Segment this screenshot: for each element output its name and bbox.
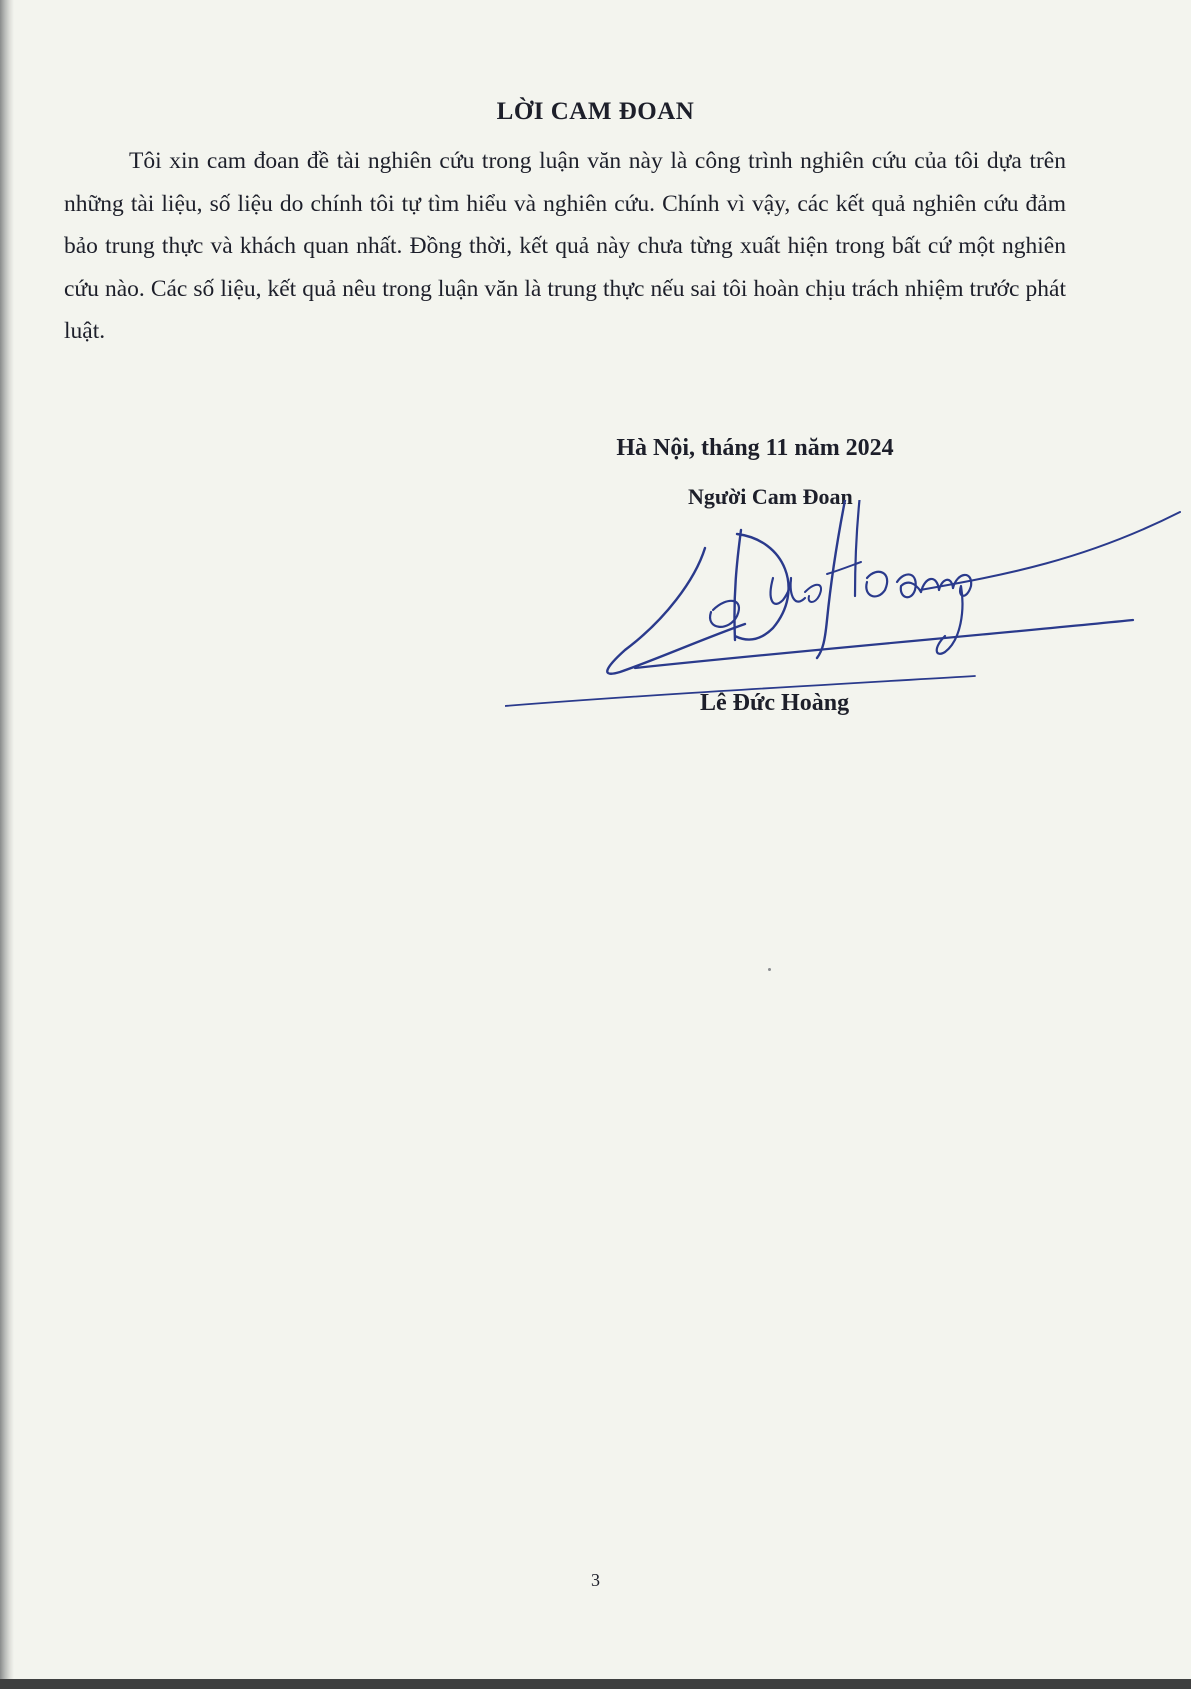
scan-bottom-edge: [0, 1679, 1191, 1689]
signer-name: Lê Đức Hoàng: [700, 690, 850, 716]
place-date: Hà Nội, tháng 11 năm 2024: [616, 435, 894, 461]
declaration-paragraph: Tôi xin cam đoan đề tài nghiên cứu trong luận văn này là công trình nghiên cứu của tôi dựa trên những tài liệu, số liệu do chính tôi tự tìm hiểu và nghiên cứu. Chính vì vậy, các kết quả nghiên cứu đảm bảo trung thực và khách quan nhất. Đồng thời, kết quả này chưa từng xuất hiện trong bất cứ một nghiên cứu nào. Các số liệu, kết quả nêu trong luận văn là trung thực nếu sai tôi hoàn chịu trách nhiệm trước phát luật.: [64, 148, 1066, 345]
paper-speck: [768, 968, 771, 971]
handwritten-signature: [505, 500, 1185, 720]
signer-title: Người Cam Đoan: [688, 484, 853, 509]
page-number: 3: [591, 1570, 600, 1590]
document-title: LỜI CAM ĐOAN: [496, 98, 695, 125]
page-edge-shadow: [0, 0, 14, 1689]
